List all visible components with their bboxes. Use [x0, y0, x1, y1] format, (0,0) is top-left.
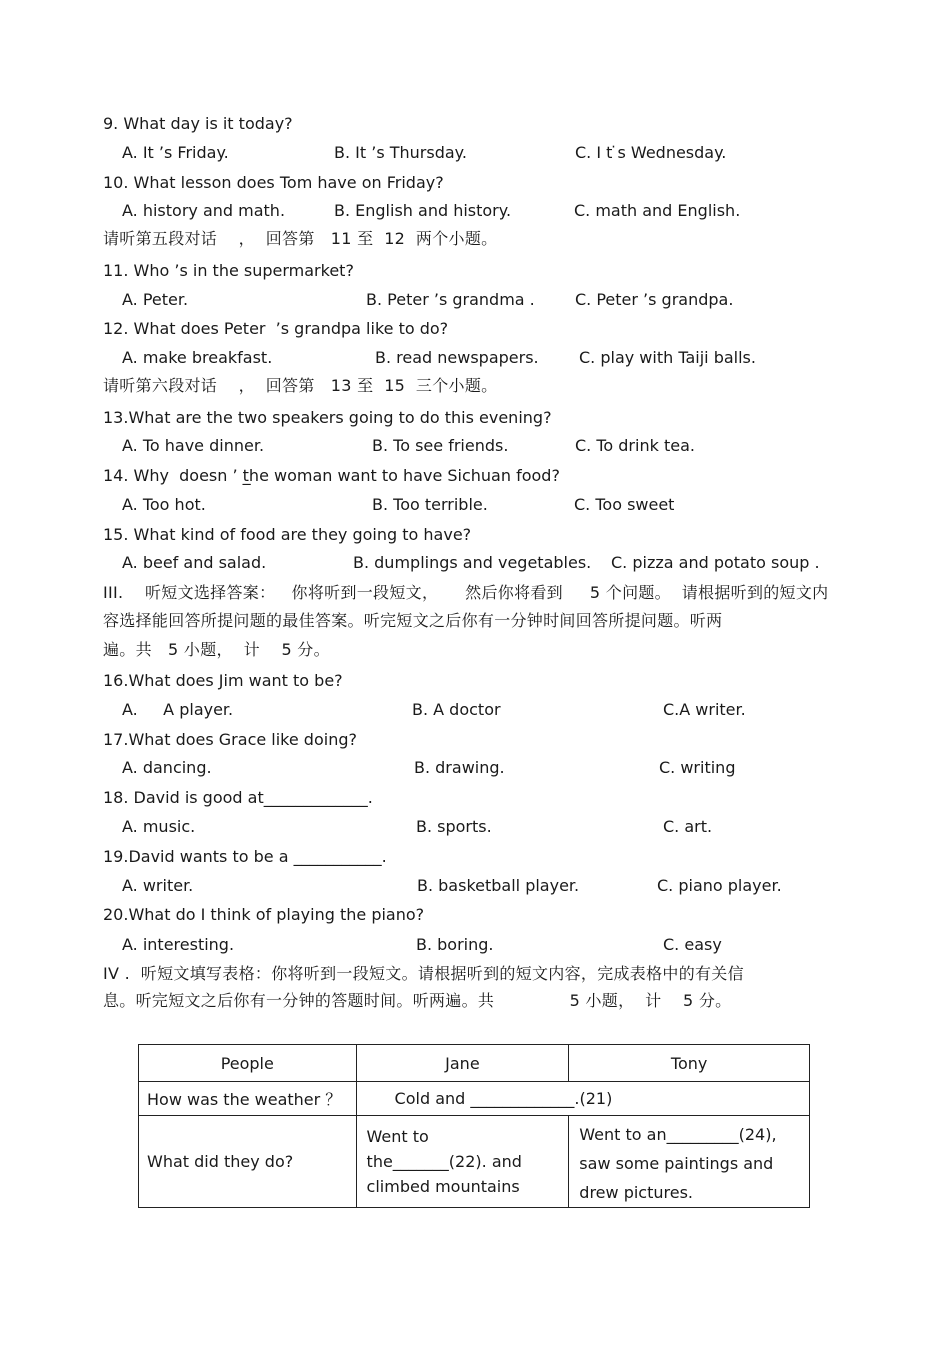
option-13b: B. To see friends.: [372, 436, 509, 455]
option-20a: A. interesting.: [122, 935, 235, 954]
option-19a: A. writer.: [122, 876, 194, 895]
option-17a: A. dancing.: [122, 758, 212, 777]
option-17b: B. drawing.: [414, 758, 505, 777]
option-12c: C. play with Taiji balls.: [579, 348, 756, 367]
option-10c: C. math and English.: [574, 201, 741, 220]
question-10: 10. What lesson does Tom have on Friday?: [103, 173, 444, 192]
weather-answer-blank: Cold and _____________.(21): [356, 1082, 809, 1116]
weather-question: How was the weather ？: [139, 1082, 357, 1116]
question-13: 13.What are the two speakers going to do this evening?: [103, 408, 552, 427]
option-15c: C. pizza and potato soup .: [611, 553, 820, 572]
option-10a: A. history and math.: [122, 201, 286, 220]
option-12b: B. read newspapers.: [375, 348, 539, 367]
option-20b: B. boring.: [416, 935, 494, 954]
instruction-dialogue-6: 请听第六段对话 ， 回答第 13 至 15 三个小题。: [103, 376, 498, 395]
option-11c: C. Peter ’s grandpa.: [575, 290, 734, 309]
option-16a: A. A player.: [122, 700, 234, 719]
section-3-instruction-line-1: III. 听短文选择答案： 你将听到一段短文， 然后你将看到 5 个问题。 请根据听到的短文内: [103, 583, 829, 602]
fill-in-table: [138, 1044, 810, 1208]
question-14: 14. Why doesn ’ t̲he woman want to have Sichuan food?: [103, 466, 560, 485]
section-4-instruction-line-1: IV . 听短文填写表格：你将听到一段短文。请根据听到的短文内容，完成表格中的有关信: [103, 964, 744, 983]
question-18: 18. David is good at_____________.: [103, 788, 373, 807]
instruction-dialogue-5: 请听第五段对话 ， 回答第 11 至 12 两个小题。: [103, 229, 498, 248]
option-14a: A. Too hot.: [122, 495, 206, 514]
option-9b: B. It ’s Thursday.: [334, 143, 467, 162]
option-14c: C. Too sweet: [574, 495, 675, 514]
activities-question: What did they do?: [139, 1116, 357, 1208]
question-17: 17.What does Grace like doing?: [103, 730, 357, 749]
jane-activities: [356, 1116, 569, 1208]
tony-activities-line-2: saw some paintings and: [579, 1154, 774, 1173]
option-9a: A. It ’s Friday.: [122, 143, 229, 162]
option-13a: A. To have dinner.: [122, 436, 265, 455]
option-16c: C.A writer.: [663, 700, 746, 719]
question-12: 12. What does Peter ’s grandpa like to do?: [103, 319, 449, 338]
option-14b: B. Too terrible.: [372, 495, 488, 514]
question-9: 9. What day is it today?: [103, 114, 293, 133]
option-15a: A. beef and salad.: [122, 553, 267, 572]
jane-activities-line-1: Went to: [366, 1127, 429, 1146]
tony-activities-line-1: Went to an_________(24),: [579, 1125, 777, 1144]
section-3-instruction-line-2: 容选择能回答所提问题的最佳答案。听完短文之后你有一分钟时间回答所提问题。听两: [103, 611, 723, 630]
option-15b: B. dumplings and vegetables.: [353, 553, 592, 572]
option-20c: C. easy: [663, 935, 722, 954]
option-19c: C. piano player.: [657, 876, 782, 895]
section-3-instruction-line-3: 遍。共 5 小题， 计 5 分。: [103, 640, 330, 659]
question-11: 11. Who ’s in the supermarket?: [103, 261, 354, 280]
option-18a: A. music.: [122, 817, 196, 836]
jane-activities-line-3: climbed mountains: [366, 1177, 520, 1196]
option-11a: A. Peter.: [122, 290, 189, 309]
table-row-activities: [139, 1116, 810, 1208]
header-people: People: [139, 1045, 357, 1082]
table-header-row: [139, 1045, 810, 1082]
question-19: 19.David wants to be a ___________.: [103, 847, 387, 866]
option-12a: A. make breakfast.: [122, 348, 273, 367]
table-row-weather: [139, 1082, 810, 1116]
jane-activities-line-2: the_______(22). and: [366, 1152, 522, 1171]
option-11b: B. Peter ’s grandma .: [366, 290, 535, 309]
option-16b: B. A doctor: [412, 700, 501, 719]
tony-activities-line-3: drew pictures.: [579, 1183, 693, 1202]
section-4-instruction-line-2: 息。听完短文之后你有一分钟的答题时间。听两遍。共 5 小题， 计 5 分。: [103, 991, 732, 1010]
option-10b: B. English and history.: [334, 201, 512, 220]
option-13c: C. To drink tea.: [575, 436, 695, 455]
question-15: 15. What kind of food are they going to have?: [103, 525, 472, 544]
option-18c: C. art.: [663, 817, 713, 836]
option-17c: C. writing: [659, 758, 736, 777]
option-9c: C. I t ̇s Wednesday.: [575, 143, 727, 162]
header-jane: Jane: [356, 1045, 569, 1082]
question-16: 16.What does Jim want to be?: [103, 671, 343, 690]
header-tony: Tony: [569, 1045, 810, 1082]
option-19b: B. basketball player.: [417, 876, 580, 895]
question-20: 20.What do I think of playing the piano?: [103, 905, 425, 924]
tony-activities: [569, 1116, 810, 1208]
option-18b: B. sports.: [416, 817, 492, 836]
